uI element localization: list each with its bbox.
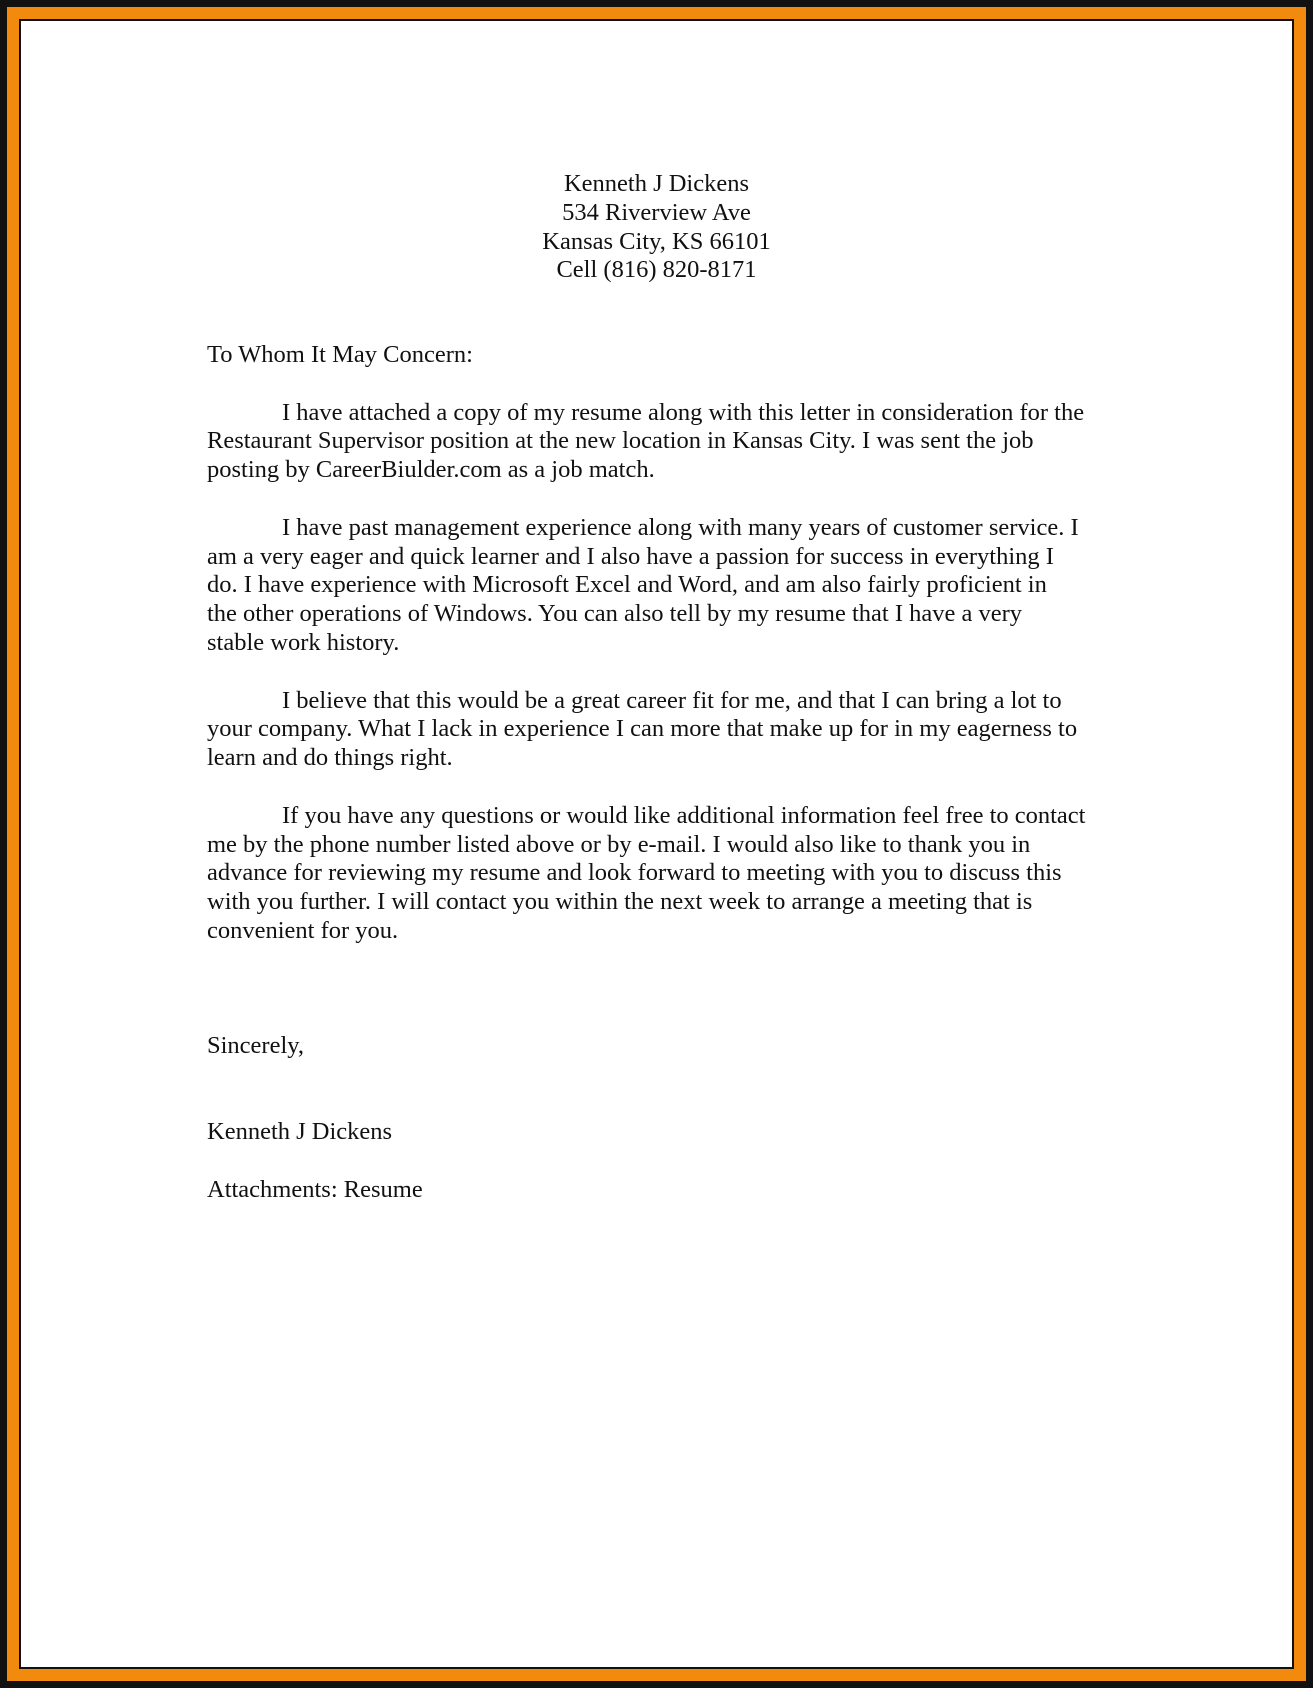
paragraph-line: I have past management experience along with many years of customer service. I [282, 513, 1079, 541]
closing: Sincerely, [207, 1031, 305, 1059]
sender-street: 534 Riverview Ave [562, 198, 751, 226]
paragraph-line: advance for reviewing my resume and look forward to meeting with you to discuss this [207, 859, 1062, 887]
paragraph-line: learn and do things right. [207, 744, 453, 772]
paragraph-4 [207, 802, 1107, 946]
sender-phone: Cell (816) 820-8171 [556, 256, 757, 284]
paragraph-line: If you have any questions or would like additional information feel free to contact [282, 801, 1086, 829]
paragraph-line: I have attached a copy of my resume along with this letter in consideration for the [282, 398, 1085, 426]
letter-body [207, 341, 1107, 1205]
letter-header [0, 170, 1313, 285]
attachments-line: Attachments: Resume [207, 1175, 423, 1203]
sender-name: Kenneth J Dickens [563, 170, 750, 197]
paragraph-1 [207, 399, 1107, 485]
paragraph-line: am a very eager and quick learner and I also have a passion for success in everything I [207, 542, 1054, 570]
paragraph-line: with you further. I will contact you within the next week to arrange a meeting that is [207, 888, 1033, 916]
paragraph-3 [207, 687, 1107, 773]
paragraph-line: stable work history. [207, 628, 400, 656]
paragraph-line: I believe that this would be a great career fit for me, and that I can bring a lot to [282, 686, 1062, 714]
paragraph-line: Restaurant Supervisor position at the new location in Kansas City. I was sent the job [207, 427, 1034, 455]
paragraph-line: the other operations of Windows. You can also tell by my resume that I have a very [207, 600, 1023, 628]
salutation: To Whom It May Concern: [207, 341, 473, 368]
paragraph-line: do. I have experience with Microsoft Excel and Word, and am also fairly proficient in [207, 571, 1047, 599]
sender-city: Kansas City, KS 66101 [542, 227, 771, 255]
paragraph-line: your company. What I lack in experience I can more that make up for in my eagerness to [207, 715, 1078, 743]
paragraph-line: me by the phone number listed above or by e-mail. I would also like to thank you in [207, 830, 1031, 858]
paragraph-line: posting by CareerBiulder.com as a job match. [207, 456, 655, 484]
paragraph-line: convenient for you. [207, 916, 399, 944]
signer-name: Kenneth J Dickens [207, 1118, 393, 1146]
paragraph-2 [207, 514, 1107, 658]
